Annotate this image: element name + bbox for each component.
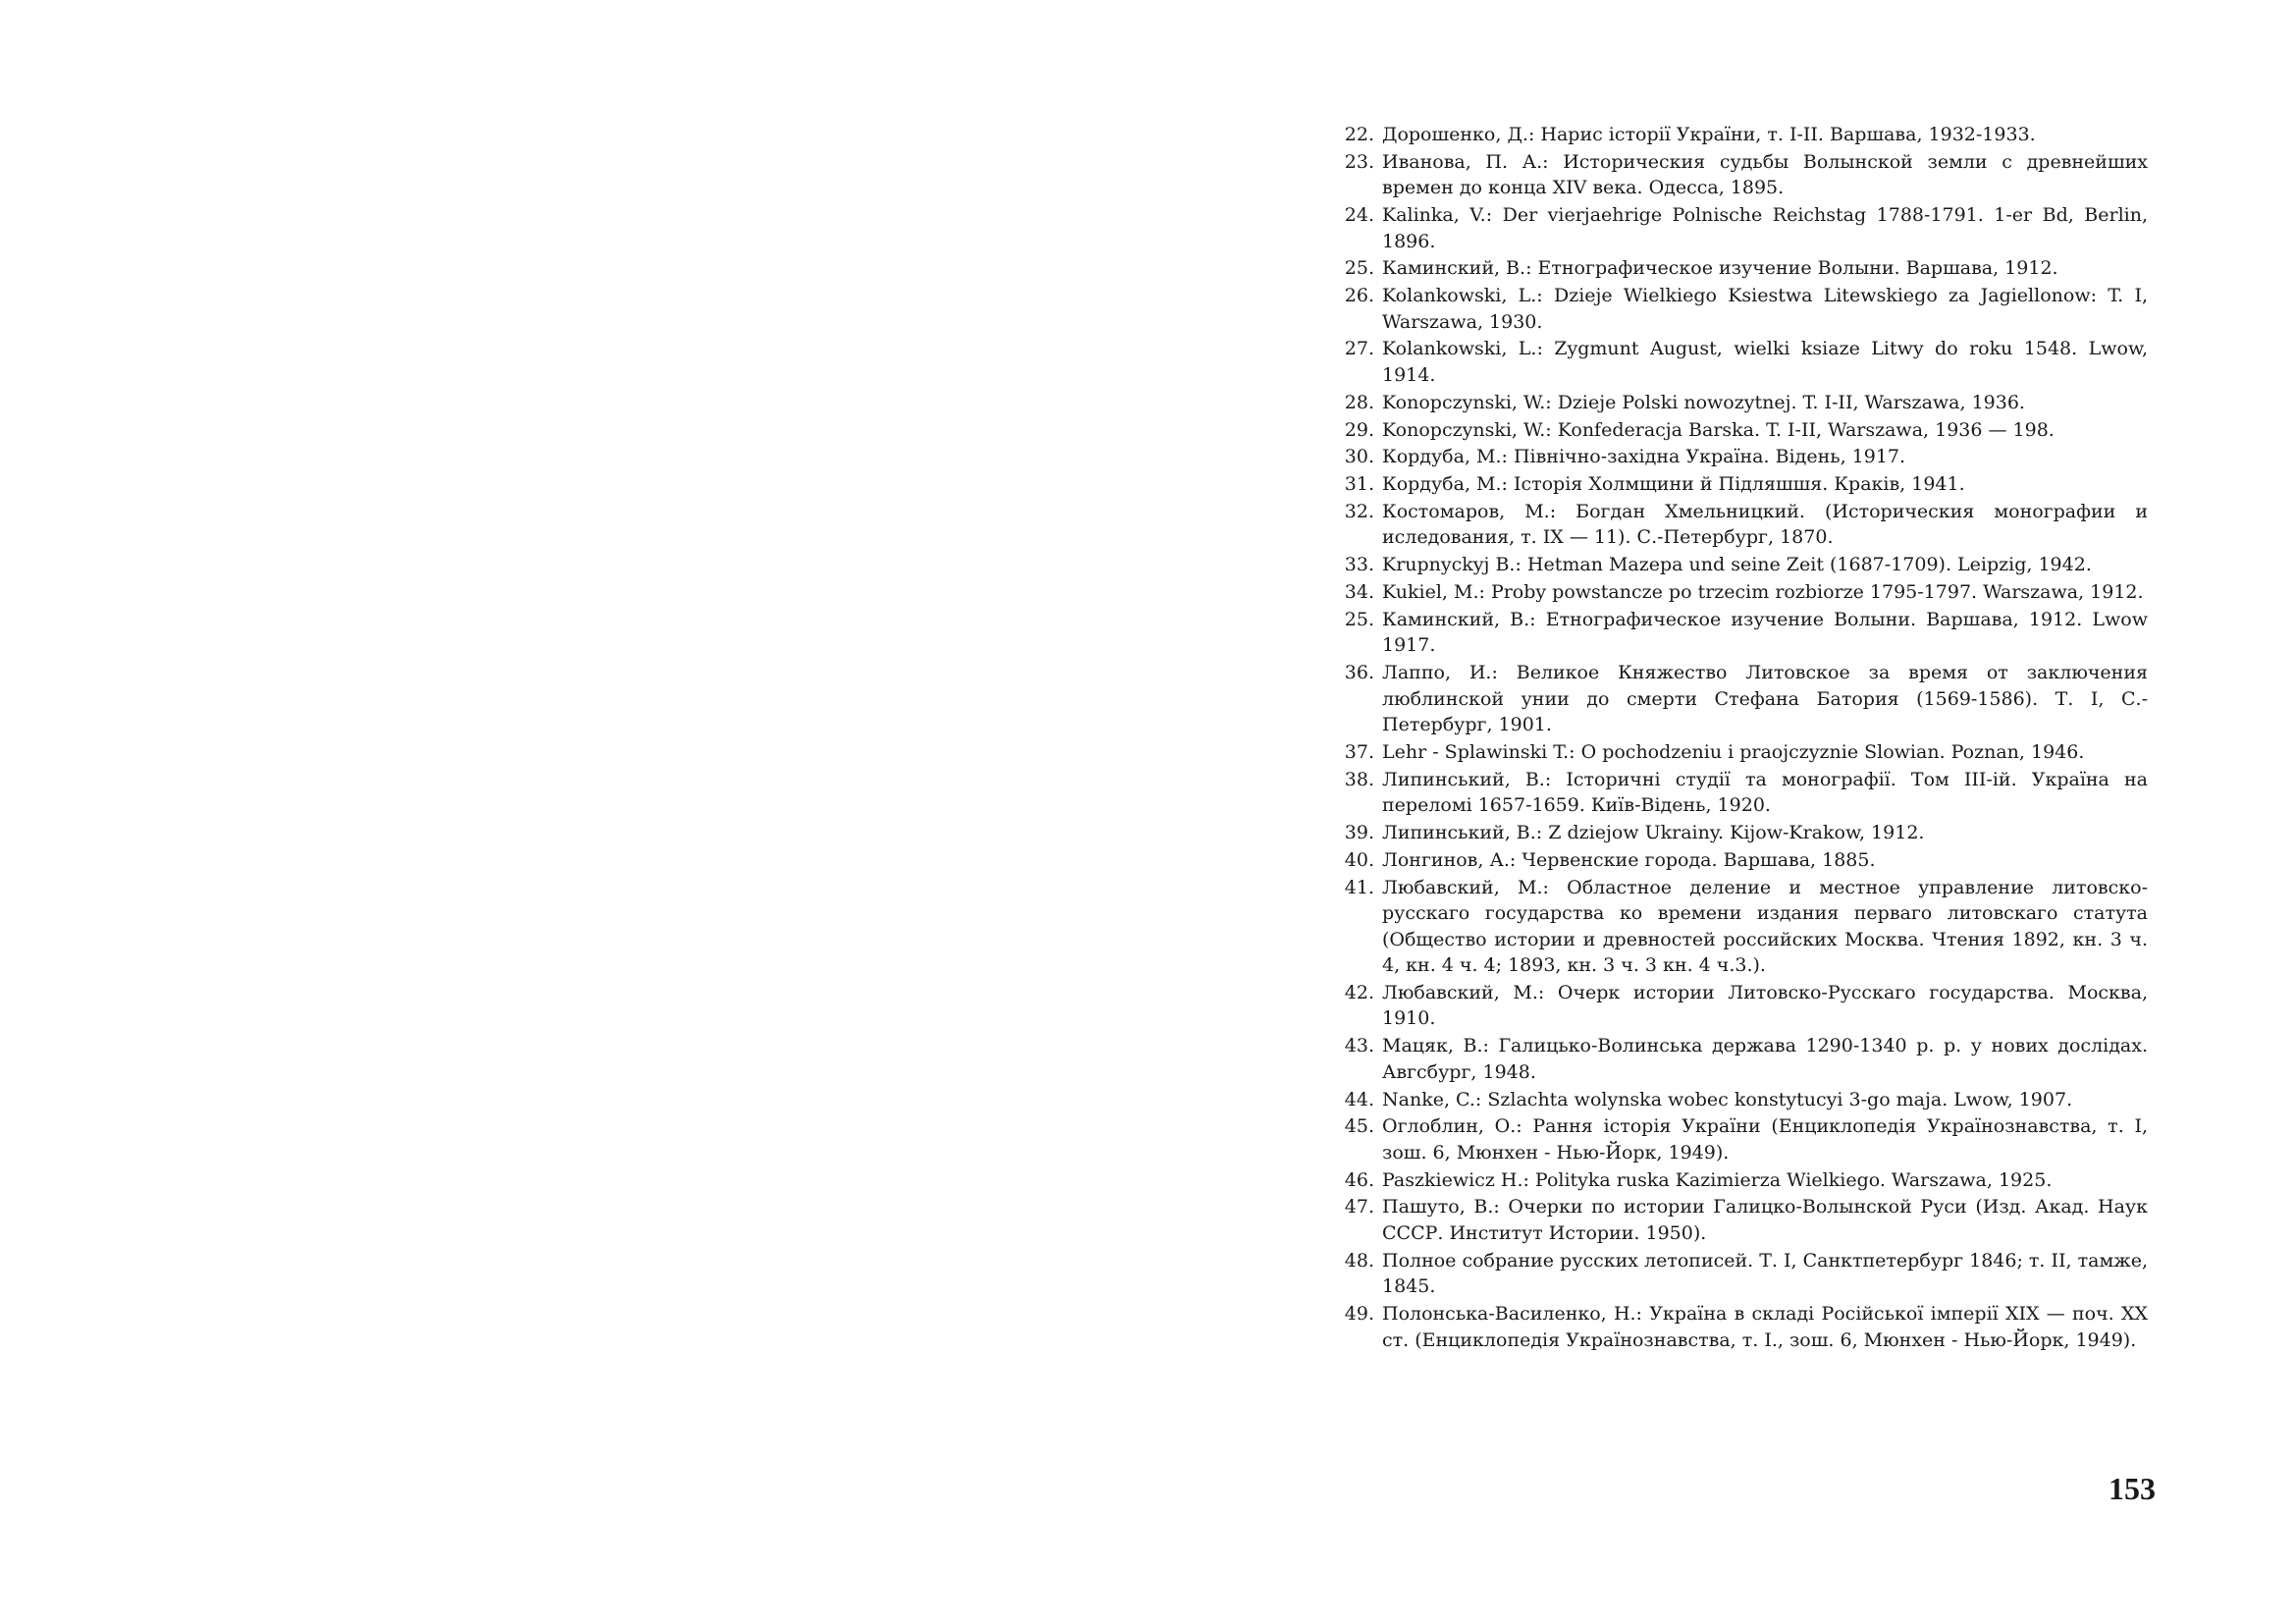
bibliography-entry — [1331, 875, 2148, 979]
entry-number: 41. — [1344, 876, 1374, 898]
bibliography-entry — [1331, 767, 2148, 819]
entry-text: Липинський, В.: Історичні студії та монографії. Том III-ій. Україна на переломі 1657-1659. Київ-Відень, 1920. — [1382, 768, 2148, 817]
bibliography-entry — [1331, 980, 2148, 1032]
entry-text: Paszkiewicz H.: Polityka ruska Kazimierza Wielkiego. Warszawa, 1925. — [1382, 1168, 2053, 1191]
entry-text: Кордуба, М.: Історія Холмщини й Підляшшя. Краків, 1941. — [1382, 473, 1965, 496]
entry-text: Konopczynski, W.: Dzieje Polski nowozytnej. T. I-II, Warszawa, 1936. — [1382, 391, 2025, 413]
bibliography-entry — [1331, 1301, 2148, 1353]
entry-number: 46. — [1344, 1168, 1374, 1191]
bibliography-entry — [1331, 390, 2148, 416]
entry-number: 27. — [1344, 338, 1374, 360]
entry-text: Lehr - Splawinski T.: O pochodzeniu i praojczyznie Slowian. Poznan, 1946. — [1382, 740, 2085, 763]
entry-text: Лонгинов, А.: Червенские города. Варшава, 1885. — [1382, 848, 1876, 871]
entry-number: 28. — [1344, 391, 1374, 413]
bibliography-entry — [1331, 1033, 2148, 1085]
page-number: 153 — [2109, 1471, 2156, 1506]
entry-text: Кордуба, М.: Північно-західна Україна. Відень, 1917. — [1382, 446, 1906, 468]
bibliography-entry — [1331, 847, 2148, 874]
entry-text: Мацяк, В.: Галицько-Волинська держава 1290-1340 р. р. у нових дослідах. Авгсбург, 1948. — [1382, 1035, 2148, 1083]
entry-number: 34. — [1344, 581, 1374, 604]
entry-text: Krupnyckyj B.: Hetman Mazepa und seine Zeit (1687-1709). Leipzig, 1942. — [1382, 554, 2092, 576]
bibliography-entry — [1331, 820, 2148, 846]
bibliography-entry — [1331, 1113, 2148, 1165]
entry-text: Каминский, В.: Етнографическое изучение Волыни. Варшава, 1912. — [1382, 257, 2058, 280]
bibliography-entry — [1331, 739, 2148, 766]
entry-text: Любавский, М.: Областное деление и местное управление литовско-русскаго государства ко времени издания перваго литовскаго статута (Общество истории и древностей российских Москва. Чтения 1892, кн. 3 ч. 4, кн. 4 ч. 4; 1893, кн. 3 ч. 3 кн. 4 ч.3.). — [1382, 876, 2148, 977]
bibliography-entry — [1331, 149, 2148, 201]
bibliography-entry — [1331, 417, 2148, 444]
bibliography-entry — [1331, 471, 2148, 498]
bibliography-entry — [1331, 255, 2148, 282]
entry-text: Konopczynski, W.: Konfederacja Barska. T. I-II, Warszawa, 1936 — 198. — [1382, 418, 2055, 441]
bibliography-entry — [1331, 202, 2148, 254]
bibliography-entry — [1331, 336, 2148, 388]
entry-number: 40. — [1344, 848, 1374, 871]
entry-number: 32. — [1344, 500, 1374, 522]
bibliography-list — [1331, 122, 2148, 1354]
entry-text: Дорошенко, Д.: Нарис історії України, т. I-II. Варшава, 1932-1933. — [1382, 124, 2036, 145]
bibliography-entry — [1331, 499, 2148, 551]
entry-number: 25. — [1344, 608, 1374, 630]
entry-text: Nanke, C.: Szlachta wolynska wobec konstytucyi 3-go maja. Lwow, 1907. — [1382, 1088, 2073, 1110]
entry-text: Каминский, В.: Етнографическое изучение Волыни. Варшава, 1912. Lwow 1917. — [1382, 608, 2148, 657]
entry-text: Липинський, В.: Z dziejow Ukrainy. Kijow-Krakow, 1912. — [1382, 822, 1925, 844]
entry-number: 37. — [1344, 740, 1374, 763]
entry-number: 25. — [1344, 257, 1374, 280]
entry-text: Kalinka, V.: Der vierjaehrige Polnische Reichstag 1788-1791. 1-er Bd, Berlin, 1896. — [1382, 204, 2148, 252]
entry-number: 33. — [1344, 554, 1374, 576]
entry-number: 47. — [1344, 1196, 1374, 1218]
entry-text: Kolankowski, L.: Zygmunt August, wielki ksiaze Litwy do roku 1548. Lwow, 1914. — [1382, 338, 2148, 386]
entry-text: Костомаров, М.: Богдан Хмельницкий. (Историческия монографии и иследования, т. IX — 11). С.-Петербург, 1870. — [1382, 500, 2148, 549]
bibliography-entry — [1331, 283, 2148, 335]
bibliography-entry — [1331, 122, 2148, 148]
entry-text: Любавский, М.: Очерк истории Литовско-Русскаго государства. Москва, 1910. — [1382, 981, 2148, 1030]
entry-number: 38. — [1344, 768, 1374, 790]
bibliography-entry — [1331, 552, 2148, 578]
entry-text: Лаппо, И.: Великое Княжество Литовское за время от заключения люблинской унии до смерти Стефана Батория (1569-1586). Т. I, С.-Петербург, 1901. — [1382, 662, 2148, 736]
bibliography-entry — [1331, 660, 2148, 738]
entry-number: 26. — [1344, 285, 1374, 307]
bibliography-entry — [1331, 1167, 2148, 1194]
entry-number: 39. — [1344, 822, 1374, 844]
entry-text: Полное собрание русских летописей. Т. I, Санктпетербург 1846; т. II, тамже, 1845. — [1382, 1249, 2148, 1298]
entry-text: Пашуто, В.: Очерки по истории Галицко-Волынской Руси (Изд. Акад. Наук СССР. Институт Истории. 1950). — [1382, 1196, 2148, 1244]
entry-text: Полонська-Василенко, Н.: Україна в складі Російської імперії XIX — поч. XX ст. (Енциклопедія Українознавства, т. I., зош. 6, Мюнхен - Нью-Йорк, 1949). — [1382, 1303, 2148, 1351]
entry-number: 48. — [1344, 1249, 1374, 1272]
entry-number: 23. — [1344, 150, 1374, 173]
entry-number: 43. — [1344, 1035, 1374, 1057]
bibliography-entry — [1331, 1194, 2148, 1246]
bibliography-entry — [1331, 579, 2148, 606]
entry-number: 22. — [1344, 124, 1374, 145]
bibliography-entry — [1331, 1087, 2148, 1113]
entry-text: Kukiel, M.: Proby powstancze po trzecim rozbiorze 1795-1797. Warszawa, 1912. — [1382, 581, 2144, 604]
bibliography-entry — [1331, 444, 2148, 470]
entry-number: 30. — [1344, 446, 1374, 468]
entry-number: 31. — [1344, 473, 1374, 496]
entry-number: 42. — [1344, 981, 1374, 1003]
entry-number: 44. — [1344, 1088, 1374, 1110]
entry-number: 29. — [1344, 418, 1374, 441]
bibliography-entry — [1331, 607, 2148, 659]
entry-text: Оглоблин, О.: Рання історія України (Енциклопедія Українознавства, т. I, зош. 6, Мюнхен - Нью-Йорк, 1949). — [1382, 1115, 2148, 1164]
bibliography-entry — [1331, 1248, 2148, 1300]
entry-text: Иванова, П. А.: Историческия судьбы Волынской земли с древнейших времен до конца XIV века. Одесса, 1895. — [1382, 150, 2148, 199]
entry-text: Kolankowski, L.: Dzieje Wielkiego Ksiestwa Litewskiego za Jagiellonow: T. I, Warszawa, 1930. — [1382, 285, 2148, 333]
entry-number: 24. — [1344, 204, 1374, 227]
entry-number: 49. — [1344, 1303, 1374, 1326]
entry-number: 36. — [1344, 662, 1374, 684]
entry-number: 45. — [1344, 1115, 1374, 1138]
